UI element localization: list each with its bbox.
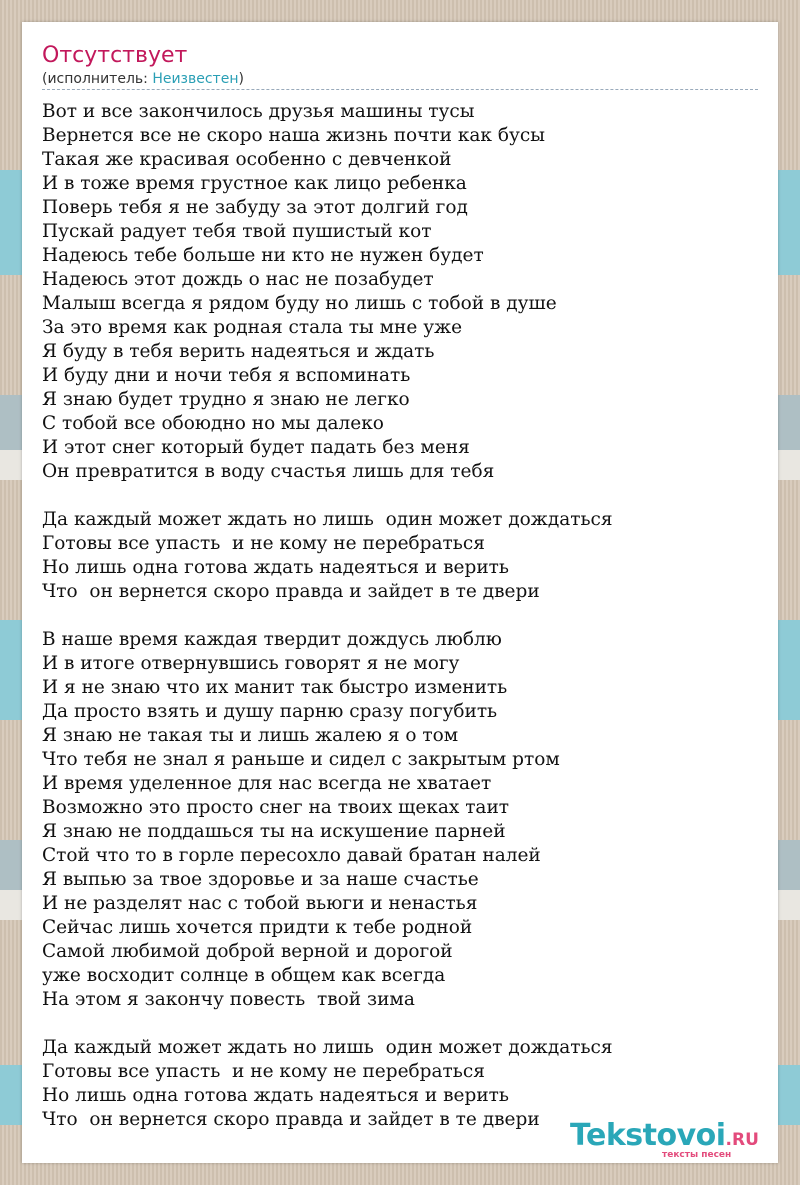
lyrics-card: [22, 22, 778, 1163]
lyric-line: И в итоге отвернувшись говорят я не могу: [42, 653, 460, 674]
lyric-line: В наше время каждая твердит дождусь люблю: [42, 629, 502, 650]
logo-brand-name: Tekstovoi: [570, 1118, 726, 1153]
lyric-line: Возможно это просто снег на твоих щеках таит: [42, 797, 510, 818]
lyric-line: Самой любимой доброй верной и дорогой: [42, 941, 453, 962]
lyric-line: За это время как родная стала ты мне уже: [42, 317, 463, 338]
artist-prefix: (исполнитель:: [42, 71, 153, 87]
lyric-line: Я знаю не поддашься ты на искушение парней: [42, 821, 506, 842]
lyric-line: Но лишь одна готова ждать надеяться и верить: [42, 1085, 509, 1106]
lyric-line: Я выпью за твое здоровье и за наше счастье: [42, 869, 479, 890]
lyric-line: Поверь тебя я не забуду за этот долгий год: [42, 197, 468, 218]
lyric-line: Я знаю будет трудно я знаю не легко: [42, 389, 410, 410]
lyric-line: Что он вернется скоро правда и зайдет в те двери: [42, 1109, 540, 1130]
title-divider: [42, 89, 758, 90]
lyric-line: Что он вернется скоро правда и зайдет в те двери: [42, 581, 540, 602]
lyric-line: И не разделят нас с тобой вьюги и ненастья: [42, 893, 478, 914]
lyric-line: И этот снег который будет падать без меня: [42, 437, 470, 458]
lyric-line: Да просто взять и душу парню сразу погубить: [42, 701, 498, 722]
lyric-line: С тобой все обоюдно но мы далеко: [42, 413, 384, 434]
artist-line: [42, 71, 244, 87]
lyric-line: Надеюсь тебе больше ни кто не нужен будет: [42, 245, 484, 266]
lyric-line: Я буду в тебя верить надеяться и ждать: [42, 341, 435, 362]
lyric-line: Вот и все закончилось друзья машины тусы: [42, 101, 475, 122]
logo-tld: .RU: [725, 1130, 759, 1150]
lyric-line: Он превратится в воду счастья лишь для тебя: [42, 461, 495, 482]
lyric-line: Вернется все не скоро наша жизнь почти как бусы: [42, 125, 545, 146]
lyric-line: И я не знаю что их манит так быстро изменить: [42, 677, 508, 698]
lyric-line: Но лишь одна готова ждать надеяться и верить: [42, 557, 509, 578]
lyrics-text: [42, 100, 758, 1132]
lyric-line: И буду дни и ночи тебя я вспоминать: [42, 365, 411, 386]
lyric-line: Готовы все упасть и не кому не перебраться: [42, 533, 485, 554]
logo-tagline: тексты песен: [662, 1150, 732, 1160]
lyric-line: Да каждый может ждать но лишь один может дождаться: [42, 1037, 613, 1058]
stanza-break: [42, 604, 758, 628]
lyric-line: И в тоже время грустное как лицо ребенка: [42, 173, 467, 194]
lyric-line: Такая же красивая особенно с девченкой: [42, 149, 452, 170]
lyric-line: И время уделенное для нас всегда не хватает: [42, 773, 492, 794]
artist-link[interactable]: Неизвестен: [152, 71, 239, 87]
lyric-line: Готовы все упасть и не кому не перебраться: [42, 1061, 485, 1082]
site-logo[interactable]: [570, 1119, 770, 1165]
stanza-break: [42, 484, 758, 508]
lyric-line: Да каждый может ждать но лишь один может дождаться: [42, 509, 613, 530]
lyric-line: Малыш всегда я рядом буду но лишь с тобой в душе: [42, 293, 557, 314]
lyric-line: На этом я закончу повесть твой зима: [42, 989, 415, 1010]
lyric-line: Стой что то в горле пересохло давай братан налей: [42, 845, 541, 866]
lyric-line: Что тебя не знал я раньше и сидел с закрытым ртом: [42, 749, 560, 770]
song-title: Отсутствует: [42, 43, 188, 68]
lyric-line: Я знаю не такая ты и лишь жалею я о том: [42, 725, 459, 746]
stanza-break: [42, 1012, 758, 1036]
lyric-line: Пускай радует тебя твой пушистый кот: [42, 221, 432, 242]
lyric-line: Сейчас лишь хочется придти к тебе родной: [42, 917, 473, 938]
lyric-line: уже восходит солнце в общем как всегда: [42, 965, 446, 986]
lyric-line: Надеюсь этот дождь о нас не позабудет: [42, 269, 434, 290]
artist-suffix: ): [238, 71, 244, 87]
